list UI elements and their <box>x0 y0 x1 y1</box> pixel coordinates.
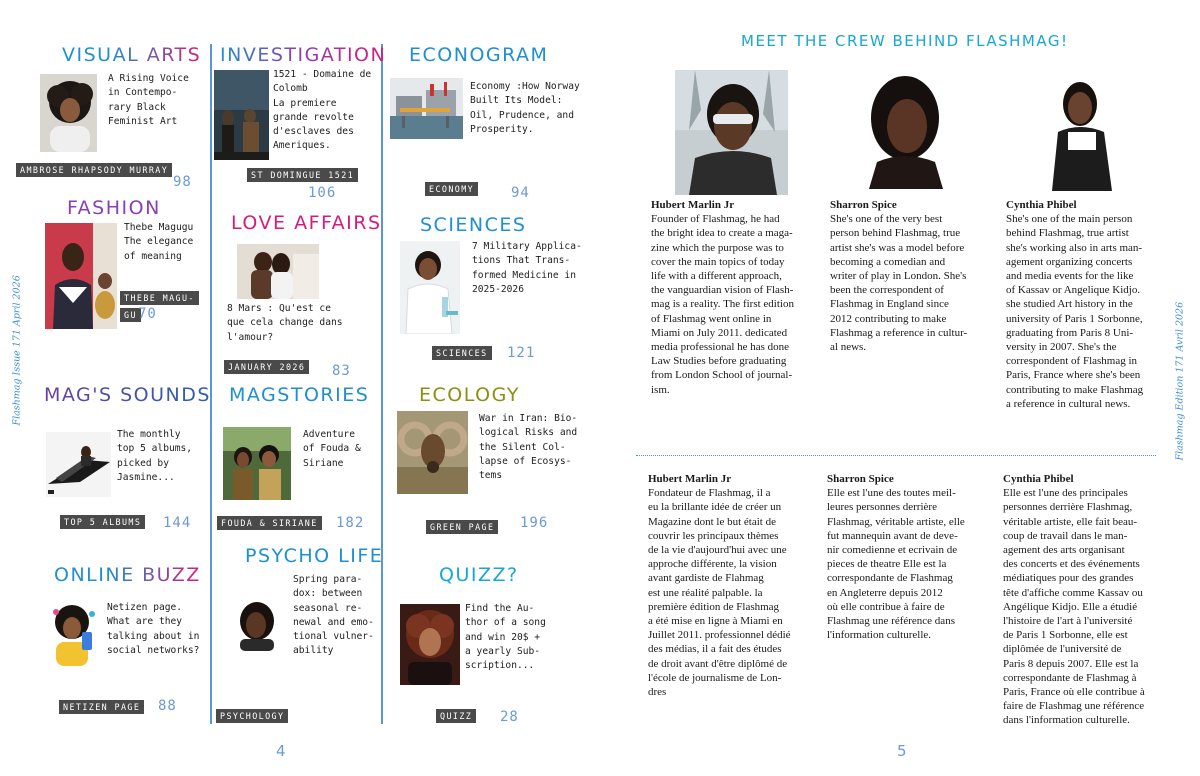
mags-sounds-heading[interactable]: MAG'S SOUNDS <box>44 384 211 406</box>
econogram-blurb <box>470 80 580 137</box>
bio-name: Hubert Marlin Jr <box>648 473 732 485</box>
bio-line: artist she's was a model before <box>830 241 965 254</box>
blurb-line: La premiere <box>273 97 337 109</box>
bio-line: behind Flashmag, true artist <box>1006 227 1129 240</box>
ecology-heading[interactable]: ECOLOGY <box>419 384 520 406</box>
magstories-photo[interactable] <box>223 427 291 500</box>
bio-line: coup de travail dans le man- <box>1003 529 1128 542</box>
scientist-photo-icon <box>400 241 460 334</box>
bio-line: personnes derrière Flashmag, <box>1003 501 1133 514</box>
mags-sounds-page-number[interactable]: 144 <box>163 515 192 531</box>
bio-en-hubert <box>651 198 821 397</box>
bio-line: 2012 contributing to make <box>830 312 947 325</box>
bio-line: en Angleterre depuis 2012 <box>827 586 943 599</box>
right-spine-text: Flashmag Edition 171 Avril 2026 <box>1174 301 1186 461</box>
bio-line: person behind Flashmag, true <box>830 227 961 240</box>
blurb-line: logical Risks and <box>479 427 578 439</box>
blurb-line: What are they <box>107 616 183 628</box>
comic-illustration-icon <box>223 427 291 500</box>
bio-line: Juillet 2011. professionnel dédié <box>648 629 791 642</box>
bio-name: Cynthia Phibel <box>1003 473 1074 485</box>
bio-line: l'histoire de l'art à l'université <box>1003 615 1133 628</box>
blurb-line: The monthly <box>117 429 181 440</box>
bio-line: correspondante de Flashmag <box>827 572 953 585</box>
blurb-line: 1521 - Domaine de <box>273 69 372 80</box>
blurb-line: of meaning <box>124 250 182 262</box>
blurb-line: the Silent Col- <box>479 441 566 453</box>
blurb-line: Feminist Art <box>108 115 178 127</box>
blurb-line: of Fouda & <box>303 443 361 455</box>
blurb-line: tional vulner- <box>293 631 374 643</box>
sciences-photo[interactable] <box>400 241 460 334</box>
bio-line: al news. <box>830 341 867 354</box>
bio-line: Flashmag a reference in cultur- <box>830 326 968 339</box>
online-buzz-blurb <box>107 601 199 658</box>
psycho-life-tag[interactable]: PSYCHOLOGY <box>216 709 288 723</box>
phone-woman-illustration-icon <box>48 602 98 666</box>
bio-name: Cynthia Phibel <box>1006 199 1077 211</box>
love-affairs-photo[interactable] <box>237 244 319 299</box>
blurb-line: Oil, Prudence, and <box>470 109 574 121</box>
left-spine-text: Flashmag Issue 171 April 2026 <box>11 275 23 426</box>
bio-line: nir comedienne et ecrivain de <box>827 544 958 557</box>
blurb-line: d'esclaves des <box>273 126 354 138</box>
bio-name: Hubert Marlin Jr <box>651 199 735 211</box>
bio-line: life with a different approach, <box>651 270 782 283</box>
fashion-page-number[interactable]: 70 <box>138 306 157 322</box>
bio-line: de droit avant d'être diplômé de <box>648 657 788 670</box>
bio-line: correspondent of Flashmag in <box>1006 355 1138 368</box>
bio-line: zine which the purpose was to <box>651 241 784 254</box>
blurb-line: Spring para- <box>293 574 363 585</box>
visual-arts-photo[interactable] <box>40 74 97 152</box>
blurb-line: tems <box>479 470 503 482</box>
bio-line: cover the main topics of today <box>651 255 785 268</box>
blurb-line: Prosperity. <box>470 123 534 135</box>
bio-line: writer of play in London. She's <box>830 270 967 283</box>
blurb-line: 8 Mars : Qu'est ce <box>227 303 331 314</box>
blurb-line: 7 Military Applica- <box>472 241 582 252</box>
blurb-line: seasonal re- <box>293 602 363 614</box>
quizz-blurb <box>465 602 546 673</box>
blurb-line: Adventure <box>303 429 355 440</box>
visual-arts-tag[interactable]: AMBROSE RHAPSODY MURRAY <box>16 163 172 177</box>
bio-line: leures personnes derrière <box>827 501 937 514</box>
magstories-blurb <box>303 428 361 471</box>
language-divider <box>636 455 1156 456</box>
blurb-line: dox: between <box>293 588 363 600</box>
bio-line: l'information culturelle. <box>827 629 932 642</box>
quizz-photo[interactable] <box>400 604 460 685</box>
blurb-line: tions That Trans- <box>472 255 571 267</box>
blurb-line: Economy :How Norway <box>470 81 580 92</box>
online-buzz-page-number[interactable]: 88 <box>158 698 177 714</box>
oil-platform-photo-icon <box>390 78 463 139</box>
bio-line: correspondante de Flashmag à <box>1003 671 1137 684</box>
blurb-line: Built Its Model: <box>470 95 563 107</box>
blurb-line: que cela change dans <box>227 317 343 329</box>
bio-line: She's one of the main person <box>1006 213 1133 226</box>
blurb-line: newal and emo- <box>293 616 374 628</box>
bio-line: of Kassav or Angelique Kidjo. <box>1006 284 1141 297</box>
bio-fr-cynthia <box>1003 472 1178 728</box>
blurb-line: Ameriques. <box>273 140 331 152</box>
woman-portrait-icon <box>1030 70 1133 191</box>
bio-line: Paris, France où elle contribue à <box>1003 686 1145 699</box>
bio-en-sharron <box>830 198 1000 354</box>
right-page-folio: 5 <box>897 742 907 760</box>
woman-portrait-icon <box>847 70 962 189</box>
visual-arts-heading[interactable]: VISUAL ARTS <box>62 44 202 66</box>
quizz-page-number[interactable]: 28 <box>500 709 519 725</box>
fashion-blurb <box>124 221 193 264</box>
bio-line: becoming a comedian and <box>830 255 946 268</box>
online-buzz-photo[interactable] <box>48 602 98 666</box>
ecology-blurb <box>479 412 577 483</box>
bio-line: Elle est l'une des principales <box>1003 487 1128 500</box>
designer-photo-icon <box>45 223 117 329</box>
mags-sounds-blurb <box>117 428 192 485</box>
bio-line: Magazine dont le but était de <box>648 515 776 528</box>
bio-line: Law Studies before graduating <box>651 355 787 368</box>
bio-line: of Flashmag went online in <box>651 312 772 325</box>
blurb-line: top 5 albums, <box>117 443 193 455</box>
bio-line: ism. <box>651 383 670 396</box>
magstories-page-number[interactable]: 182 <box>336 515 365 531</box>
bio-line: dres <box>648 686 667 699</box>
bio-line: de la vie d'aujourd'hui avec une <box>648 544 787 557</box>
blurb-line: talking about in <box>107 630 200 642</box>
cynthia-phibel-photo[interactable] <box>1030 70 1133 191</box>
magstories-tag[interactable]: FOUDA & SIRIANE <box>217 516 322 530</box>
bio-line: been the correspondent of <box>830 284 944 297</box>
blurb-line: Find the Au- <box>465 603 535 614</box>
econogram-tag[interactable]: ECONOMY <box>425 182 478 196</box>
fashion-heading[interactable]: FASHION <box>67 197 161 219</box>
bio-line: Paris 8 depuis 2007. Elle est la <box>1003 657 1139 670</box>
bio-fr-hubert <box>648 472 823 699</box>
blurb-line: War in Iran: Bio- <box>479 413 578 424</box>
sciences-blurb <box>472 240 582 297</box>
blurb-line: formed Medicine in <box>472 269 576 281</box>
bio-line: où elle contribue à faire de <box>827 600 945 613</box>
bio-line: l'école de journalisme de Lon- <box>648 671 782 684</box>
bio-line: Flashmag une référence dans <box>827 615 955 628</box>
blurb-line: and win 20$ + <box>465 631 541 643</box>
love-affairs-blurb <box>227 302 343 345</box>
fashion-photo[interactable] <box>45 223 117 329</box>
blurb-line: ability <box>293 645 334 657</box>
crew-title: MEET THE CREW BEHIND FLASHMAG! <box>741 32 1069 50</box>
blurb-line: The elegance <box>124 236 194 248</box>
sharron-spice-photo[interactable] <box>847 70 962 189</box>
portrait-photo-icon <box>40 74 97 152</box>
ecology-page-number[interactable]: 196 <box>520 515 549 531</box>
historical-painting-icon <box>214 70 269 160</box>
ecology-photo[interactable] <box>397 411 468 494</box>
bio-name: Sharron Spice <box>830 199 897 211</box>
bio-line: agement des arts organisant <box>1003 544 1125 557</box>
hubert-marlin-photo[interactable] <box>675 70 788 195</box>
quizz-heading[interactable]: QUIZZ? <box>439 564 519 586</box>
bio-line: a été mise en ligne à Miami en <box>648 615 783 628</box>
couple-photo-icon <box>237 244 319 299</box>
bio-line: fut mannequin avant de deve- <box>827 529 958 542</box>
bio-line: mag is a reality. The first edition <box>651 298 794 311</box>
blurb-line: lapse of Ecosys- <box>479 455 572 467</box>
bio-name: Sharron Spice <box>827 473 894 485</box>
bio-line: versity in 2007. She's the <box>1006 341 1117 354</box>
bio-line: Miami on July 2011. dedicated <box>651 326 788 339</box>
bio-line: agement organizing concerts <box>1006 255 1133 268</box>
bio-line: Flashmag in England since <box>830 298 949 311</box>
bio-line: faire de Flashmag une référence <box>1003 700 1145 713</box>
man-portrait-icon <box>675 70 788 195</box>
mags-sounds-photo[interactable] <box>46 432 111 497</box>
fashion-tag-line2[interactable]: GU <box>120 308 141 322</box>
psycho-life-blurb <box>293 573 374 659</box>
blurb-line: 2025-2026 <box>472 283 524 295</box>
blurb-line: social networks? <box>107 644 200 656</box>
bio-line: Founder of Flashmag, he had <box>651 213 780 226</box>
bio-line: she's working also in arts man- <box>1006 241 1143 254</box>
online-buzz-heading[interactable]: ONLINE BUZZ <box>54 564 201 586</box>
bio-line: Angélique Kidjo. Elle a étudié <box>1003 600 1138 613</box>
sciences-tag[interactable]: SCIENCES <box>432 346 492 360</box>
blurb-line: Siriane <box>303 457 344 469</box>
singer-photo-icon <box>400 604 460 685</box>
fashion-tag-line1[interactable]: THEBE MAGU- <box>120 291 199 305</box>
bio-line: première édition de Flashmag <box>648 600 780 613</box>
woman-portrait-icon <box>230 599 283 651</box>
bio-fr-sharron <box>827 472 1002 642</box>
love-affairs-heading[interactable]: LOVE AFFAIRS <box>231 212 382 234</box>
investigation-heading[interactable]: INVESTIGATION <box>220 44 387 66</box>
bio-line: pieces de theatre Elle est la <box>827 558 947 571</box>
bio-line: from London School of journal- <box>651 369 793 382</box>
sciences-heading[interactable]: SCIENCES <box>420 214 527 236</box>
bio-line: des concerts et des événements <box>1003 558 1140 571</box>
blurb-line: picked by <box>117 457 169 469</box>
blurb-line: grande revolte <box>273 111 354 123</box>
bio-line: véritable artiste, elle fait beau- <box>1003 515 1138 528</box>
magstories-heading[interactable]: MAGSTORIES <box>229 384 370 406</box>
blurb-line: a yearly Sub- <box>465 645 541 657</box>
bio-line: couvrir les principaux thèmes <box>648 529 779 542</box>
investigation-photo[interactable] <box>214 70 269 160</box>
bio-line: She's one of the very best <box>830 213 943 226</box>
bio-line: the bright idea to create a maga- <box>651 227 793 240</box>
love-affairs-tag[interactable]: JANUARY 2026 <box>224 360 309 374</box>
blurb-line: Colomb <box>273 83 308 95</box>
left-page-folio: 4 <box>276 742 286 760</box>
blurb-line: rary Black <box>108 101 166 113</box>
bio-line: contributing to make Flashmag <box>1006 383 1144 396</box>
psycho-life-heading[interactable]: PSYCHO LIFE <box>245 545 384 567</box>
bio-line: Fondateur de Flashmag, il a <box>648 487 771 500</box>
visual-arts-blurb <box>108 72 189 129</box>
bio-line: des médias, il a fait des études <box>648 643 782 656</box>
blurb-line: A Rising Voice <box>108 73 189 84</box>
blurb-line: in Contempo- <box>108 87 178 99</box>
visual-arts-page-number[interactable]: 98 <box>173 174 192 190</box>
bio-line: avant gardiste de Flahmag <box>648 572 764 585</box>
psycho-life-photo[interactable] <box>230 599 283 651</box>
bio-line: a reference in cultural news. <box>1006 397 1131 410</box>
bio-en-cynthia <box>1006 198 1176 411</box>
econogram-page-number[interactable]: 94 <box>511 185 530 201</box>
investigation-tag[interactable]: ST DOMINGUE 1521 <box>247 168 358 182</box>
econogram-heading[interactable]: ECONOGRAM <box>409 44 549 66</box>
bio-line: dans l'information culturelle. <box>1003 714 1130 727</box>
bio-line: approche différente, la vision <box>648 558 777 571</box>
bio-line: Paris, France where she's been <box>1006 369 1141 382</box>
investigation-page-number[interactable]: 106 <box>308 185 337 201</box>
blurb-line: scription... <box>465 660 535 672</box>
bio-line: tête d'affiche comme Kassav ou <box>1003 586 1143 599</box>
bio-line: Flashmag, véritable artiste, elle <box>827 515 965 528</box>
column-divider-right <box>381 44 383 724</box>
blurb-line: thor of a song <box>465 617 546 629</box>
quizz-tag[interactable]: QUIZZ <box>436 709 476 723</box>
investigation-blurb <box>273 68 371 154</box>
bio-line: university of Paris 1 Sorbonne, <box>1006 312 1143 325</box>
blurb-line: Thebe Magugu <box>124 222 194 233</box>
econogram-photo[interactable] <box>390 78 463 139</box>
mags-sounds-tag[interactable]: TOP 5 ALBUMS <box>60 515 145 529</box>
bio-line: diplômée de l'université de <box>1003 643 1122 656</box>
blurb-line: Netizen page. <box>107 602 183 613</box>
bio-line: eu la brillante idée de créer un <box>648 501 782 514</box>
bio-line: est une réalité palpable. la <box>648 586 763 599</box>
ram-photo-icon <box>397 411 468 494</box>
bio-line: she studied Art history in the <box>1006 298 1133 311</box>
bio-line: graduating from Paris 8 Uni- <box>1006 326 1134 339</box>
bio-line: media professional he has done <box>651 341 790 354</box>
bio-line: the vanguardian vision of Flash- <box>651 284 794 297</box>
bio-line: médiatiques pour des grandes <box>1003 572 1134 585</box>
bio-line: de Paris 1 Sorbonne, elle est <box>1003 629 1128 642</box>
bio-line: and media events for the like <box>1006 270 1134 283</box>
blurb-line: Jasmine... <box>117 471 175 483</box>
ecology-tag[interactable]: GREEN PAGE <box>426 520 498 534</box>
love-affairs-page-number[interactable]: 83 <box>332 363 351 379</box>
online-buzz-tag[interactable]: NETIZEN PAGE <box>59 700 144 714</box>
blurb-line: l'amour? <box>227 331 274 343</box>
sciences-page-number[interactable]: 121 <box>507 345 536 361</box>
album-cover-icon <box>46 432 111 497</box>
bio-line: Elle est l'une des toutes meil- <box>827 487 956 500</box>
